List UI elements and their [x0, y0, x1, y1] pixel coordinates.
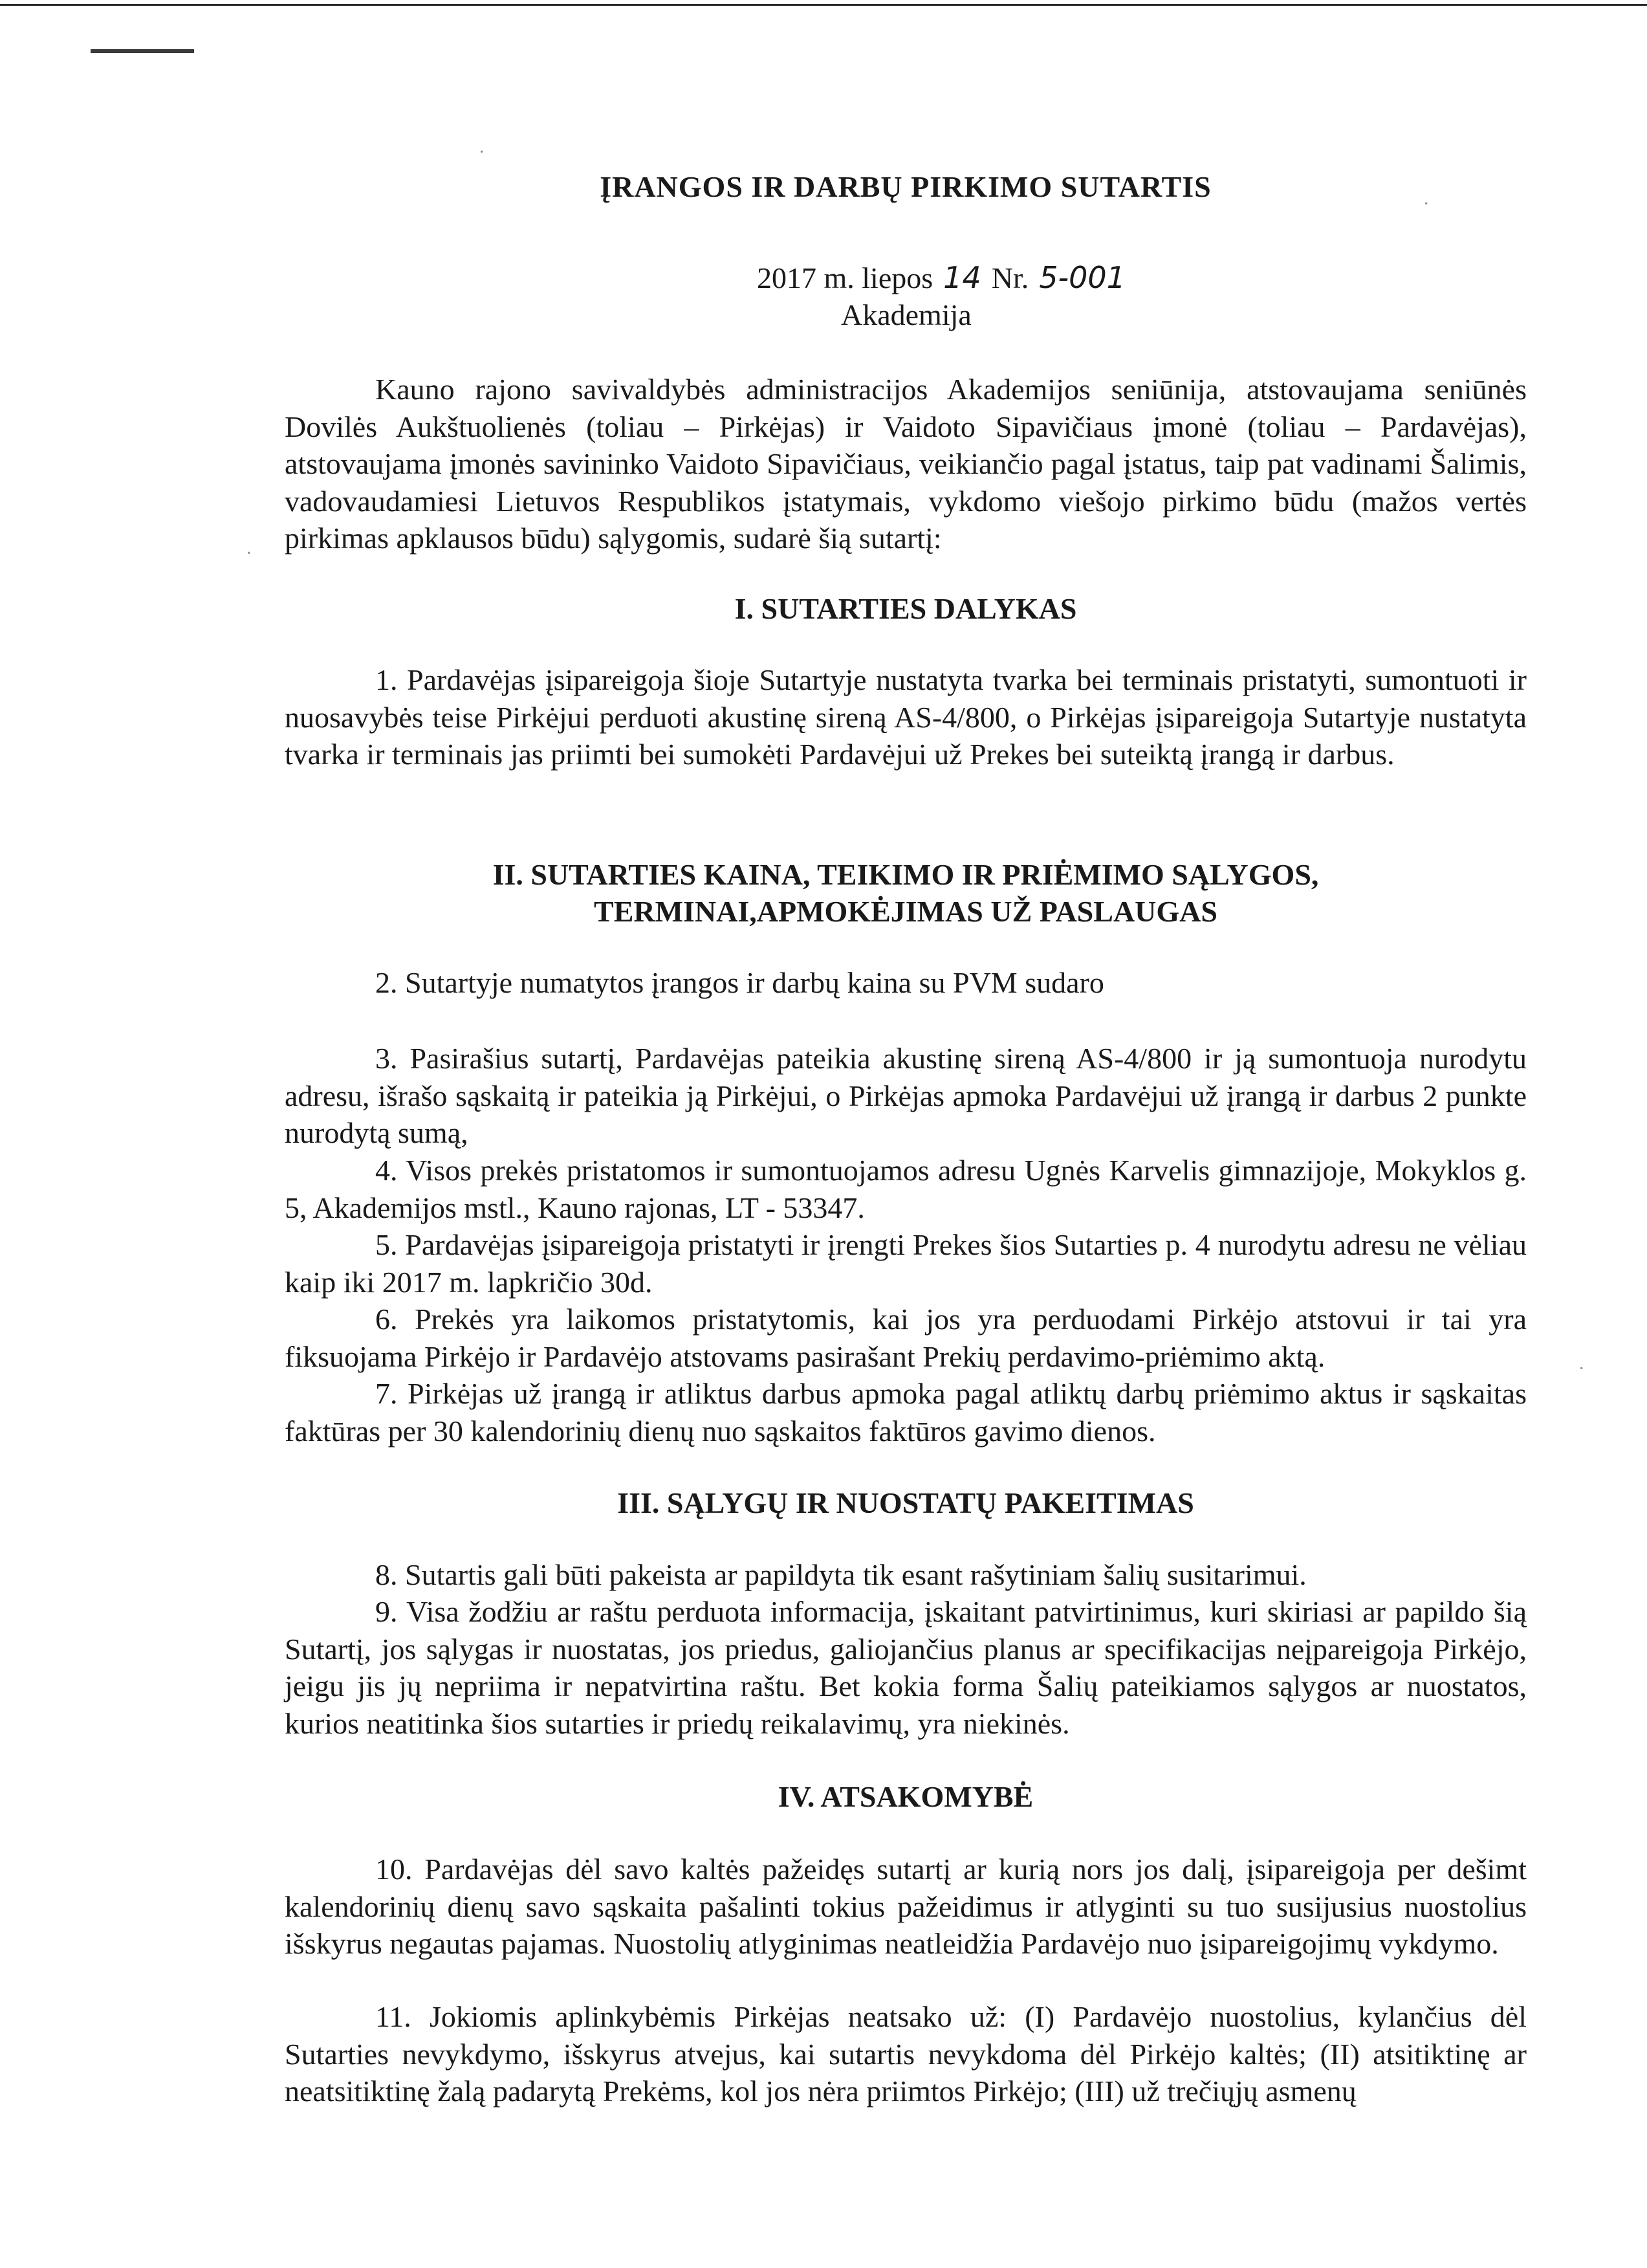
clause-4: 4. Visos prekės pristatomos ir sumontuojamos adresu Ugnės Karvelis gimnazijoje, Mokyklos g. 5, Akademijos mstl., Kauno rajonas, LT - 53347.	[285, 1154, 1527, 1224]
clause-1: 1. Pardavėjas įsipareigoja šioje Sutartyje nustatyta tvarka bei terminais pristatyti, sumontuoti ir nuosavybės teise Pirkėjui perduoti akustinę sireną AS-4/800, o Pirkėjas įsipareigoja Sutartyje nustatyta tvarka ir terminais jas priimti bei sumokėti Pardavėjui už Prekes bei suteiktą įrangą ir darbus.	[285, 663, 1527, 771]
section-1-heading: I. SUTARTIES DALYKAS	[734, 592, 1077, 625]
number-label: Nr.	[991, 261, 1029, 294]
clause-3: 3. Pasirašius sutartį, Pardavėjas pateikia akustinę sireną AS-4/800 ir ją sumontuoja nurodytu adresu, išrašo sąskaitą ir pateikia ją Pirkėjui, o Pirkėjas apmoka Pardavėjui už įrangą ir darbus 2 punkte nurodytą sumą,	[285, 1042, 1527, 1149]
scan-corner-mark	[91, 49, 194, 53]
clause-11: 11. Jokiomis aplinkybėmis Pirkėjas neatsako už: (I) Pardavėjo nuostolius, kylančius dėl Sutarties nevykdymo, išskyrus atvejus, kai sutartis nevykdoma dėl Pirkėjo kaltės; (II) atsitiktinę ar neatsitiktinę žalą padarytą Prekėms, kol jos nėra priimtos Pirkėjo; (III) už trečiųjų asmenų	[285, 2000, 1527, 2108]
document-title: ĮRANGOS IR DARBŲ PIRKIMO SUTARTIS	[600, 170, 1212, 203]
clause-2: 2. Sutartyje numatytos įrangos ir darbų kaina su PVM sudaro	[375, 966, 1104, 999]
scan-speck: ·	[1578, 1359, 1585, 1379]
section-2-heading-line-1: II. SUTARTIES KAINA, TEIKIMO IR PRIĖMIMO SĄLYGOS,	[492, 858, 1319, 891]
clause-9: 9. Visa žodžiu ar raštu perduota informacija, įskaitant patvirtinimus, kuri skiriasi ar papildo šią Sutartį, jos sąlygas ir nuostatas, jos priedus, galiojančius planus ar specifikacijas neįpareigoja Pirkėjo, jeigu jis jų nepriima ir nepatvirtina raštu. Bet kokia forma Šalių pateikiamos sąlygos ar nuostatos, kurios neatitinka šios sutarties ir priedų reikalavimų, yra niekinės.	[285, 1595, 1527, 1740]
scan-speck: ·	[479, 142, 485, 162]
section-3-heading: III. SĄLYGŲ IR NUOSTATŲ PAKEITIMAS	[617, 1486, 1194, 1519]
section-2-heading-line-2: TERMINAI,APMOKĖJIMAS UŽ PASLAUGAS	[594, 895, 1217, 928]
place-name: Akademija	[841, 298, 972, 331]
scan-speck: ·	[1423, 194, 1430, 214]
date-prefix: 2017 m. liepos	[757, 261, 933, 294]
handwritten-contract-number: 5-001	[1039, 260, 1126, 295]
clause-10: 10. Pardavėjas dėl savo kaltės pažeidęs sutartį ar kurią nors jos dalį, įsipareigoja per dešimt kalendorinių dienų savo sąskaita pašalinti tokius pažeidimus ir atlyginti su tuo susijusius nuostolius išskyrus negautas pajamas. Nuostolių atlyginimas neatleidžia Pardavėjo nuo įsipareigojimų vykdymo.	[285, 1853, 1527, 1960]
clause-5: 5. Pardavėjas įsipareigoja pristatyti ir įrengti Prekes šios Sutarties p. 4 nurodytu adresu ne vėliau kaip iki 2017 m. lapkričio 30d.	[285, 1228, 1527, 1299]
section-4-heading: IV. ATSAKOMYBĖ	[778, 1780, 1034, 1813]
clause-8: 8. Sutartis gali būti pakeista ar papildyta tik esant rašytiniam šalių susitarimui.	[375, 1558, 1307, 1591]
handwritten-day: 14	[943, 260, 981, 295]
scan-speck: ·	[246, 544, 252, 564]
scan-top-edge	[0, 4, 1647, 6]
clause-6: 6. Prekės yra laikomos pristatytomis, kai jos yra perduodami Pirkėjo atstovui ir tai yra fiksuojama Pirkėjo ir Pardavėjo atstovams pasirašant Prekių perdavimo-priėmimo aktą.	[285, 1303, 1527, 1373]
intro-paragraph: Kauno rajono savivaldybės administracijos Akademijos seniūnija, atstovaujama seniūnės Dovilės Aukštuolienės (toliau – Pirkėjas) ir Vaidoto Sipavičiaus įmonė (toliau – Pardavėjas), atstovaujama įmonės savininko Vaidoto Sipavičiaus, veikiančio pagal įstatus, taip pat vadinami Šalimis, vadovaudamiesi Lietuvos Respublikos įstatymais, vykdomo viešojo pirkimo būdu (mažos vertės pirkimas apklausos būdu) sąlygomis, sudarė šią sutartį:	[285, 373, 1527, 555]
clause-7: 7. Pirkėjas už įrangą ir atliktus darbus apmoka pagal atliktų darbų priėmimo aktus ir sąskaitas faktūras per 30 kalendorinių dienų nuo sąskaitos faktūros gavimo dienos.	[285, 1377, 1527, 1448]
date-line	[757, 260, 1136, 295]
